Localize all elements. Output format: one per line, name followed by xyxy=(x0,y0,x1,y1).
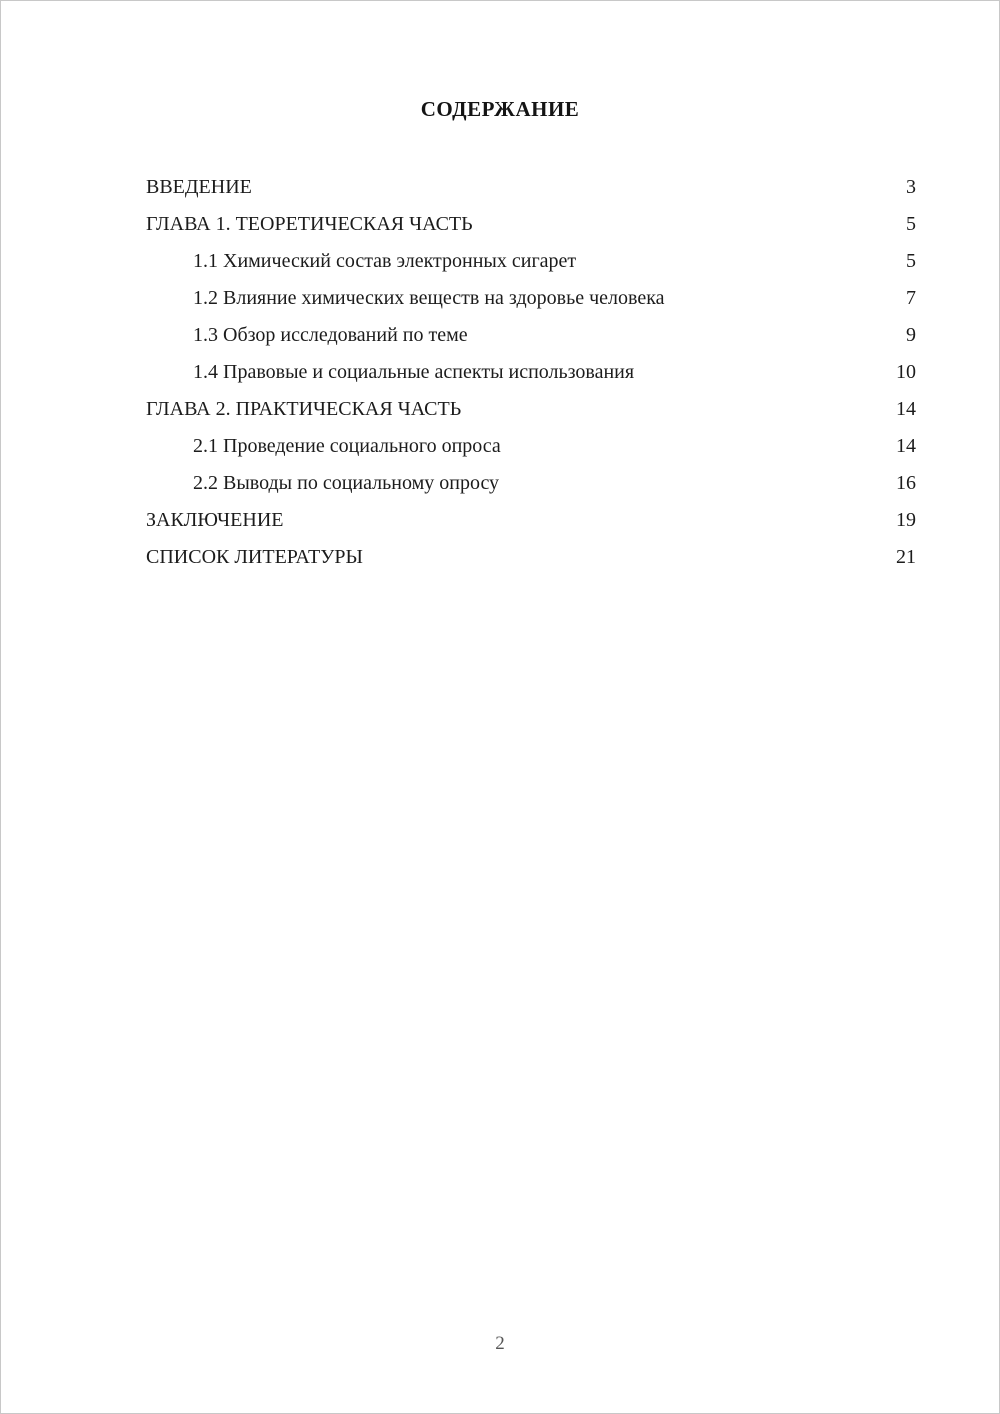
toc-entry xyxy=(146,317,916,354)
toc-entry-page-number: 14 xyxy=(896,398,916,420)
toc-entry xyxy=(146,465,916,502)
toc-entry-label: 1.2 Влияние химических веществ на здоровье человека xyxy=(193,287,665,309)
toc-entry-page-number: 3 xyxy=(906,176,916,198)
toc-entry-page-number: 10 xyxy=(896,361,916,383)
toc-entry-label: ГЛАВА 1. ТЕОРЕТИЧЕСКАЯ ЧАСТЬ xyxy=(146,213,473,235)
toc-entry xyxy=(146,428,916,465)
toc-entry-page-number: 16 xyxy=(896,472,916,494)
toc-entry-page-number: 9 xyxy=(906,324,916,346)
toc-entry-page-number: 7 xyxy=(906,287,916,309)
toc-entry-label: 2.1 Проведение социального опроса xyxy=(193,435,501,457)
toc-entry-label: ВВЕДЕНИЕ xyxy=(146,176,252,198)
toc-entry-page-number: 21 xyxy=(896,546,916,568)
toc-entry xyxy=(146,354,916,391)
toc-entry-page-number: 14 xyxy=(896,435,916,457)
toc-entry xyxy=(146,391,916,428)
toc-entry xyxy=(146,502,916,539)
toc-entry-label: 1.1 Химический состав электронных сигарет xyxy=(193,250,577,272)
toc-entry xyxy=(146,206,916,243)
toc-entry-page-number: 5 xyxy=(906,250,916,272)
toc-entry-label: 1.3 Обзор исследований по теме xyxy=(193,324,468,346)
footer-page-number: 2 xyxy=(495,1333,505,1354)
toc-entry-label: СПИСОК ЛИТЕРАТУРЫ xyxy=(146,546,363,568)
toc-entry-label: ГЛАВА 2. ПРАКТИЧЕСКАЯ ЧАСТЬ xyxy=(146,398,462,420)
toc-entry xyxy=(146,169,916,206)
toc-entry-label: ЗАКЛЮЧЕНИЕ xyxy=(146,509,284,531)
toc-entry-label: 2.2 Выводы по социальному опросу xyxy=(193,472,500,494)
toc-entry-page-number: 19 xyxy=(896,509,916,531)
table-of-contents xyxy=(146,169,916,576)
toc-entry xyxy=(146,280,916,317)
page-title: СОДЕРЖАНИЕ xyxy=(420,97,580,121)
toc-entry xyxy=(146,243,916,280)
toc-entry-label: 1.4 Правовые и социальные аспекты использования xyxy=(193,361,635,383)
toc-entry-page-number: 5 xyxy=(906,213,916,235)
toc-entry xyxy=(146,539,916,576)
